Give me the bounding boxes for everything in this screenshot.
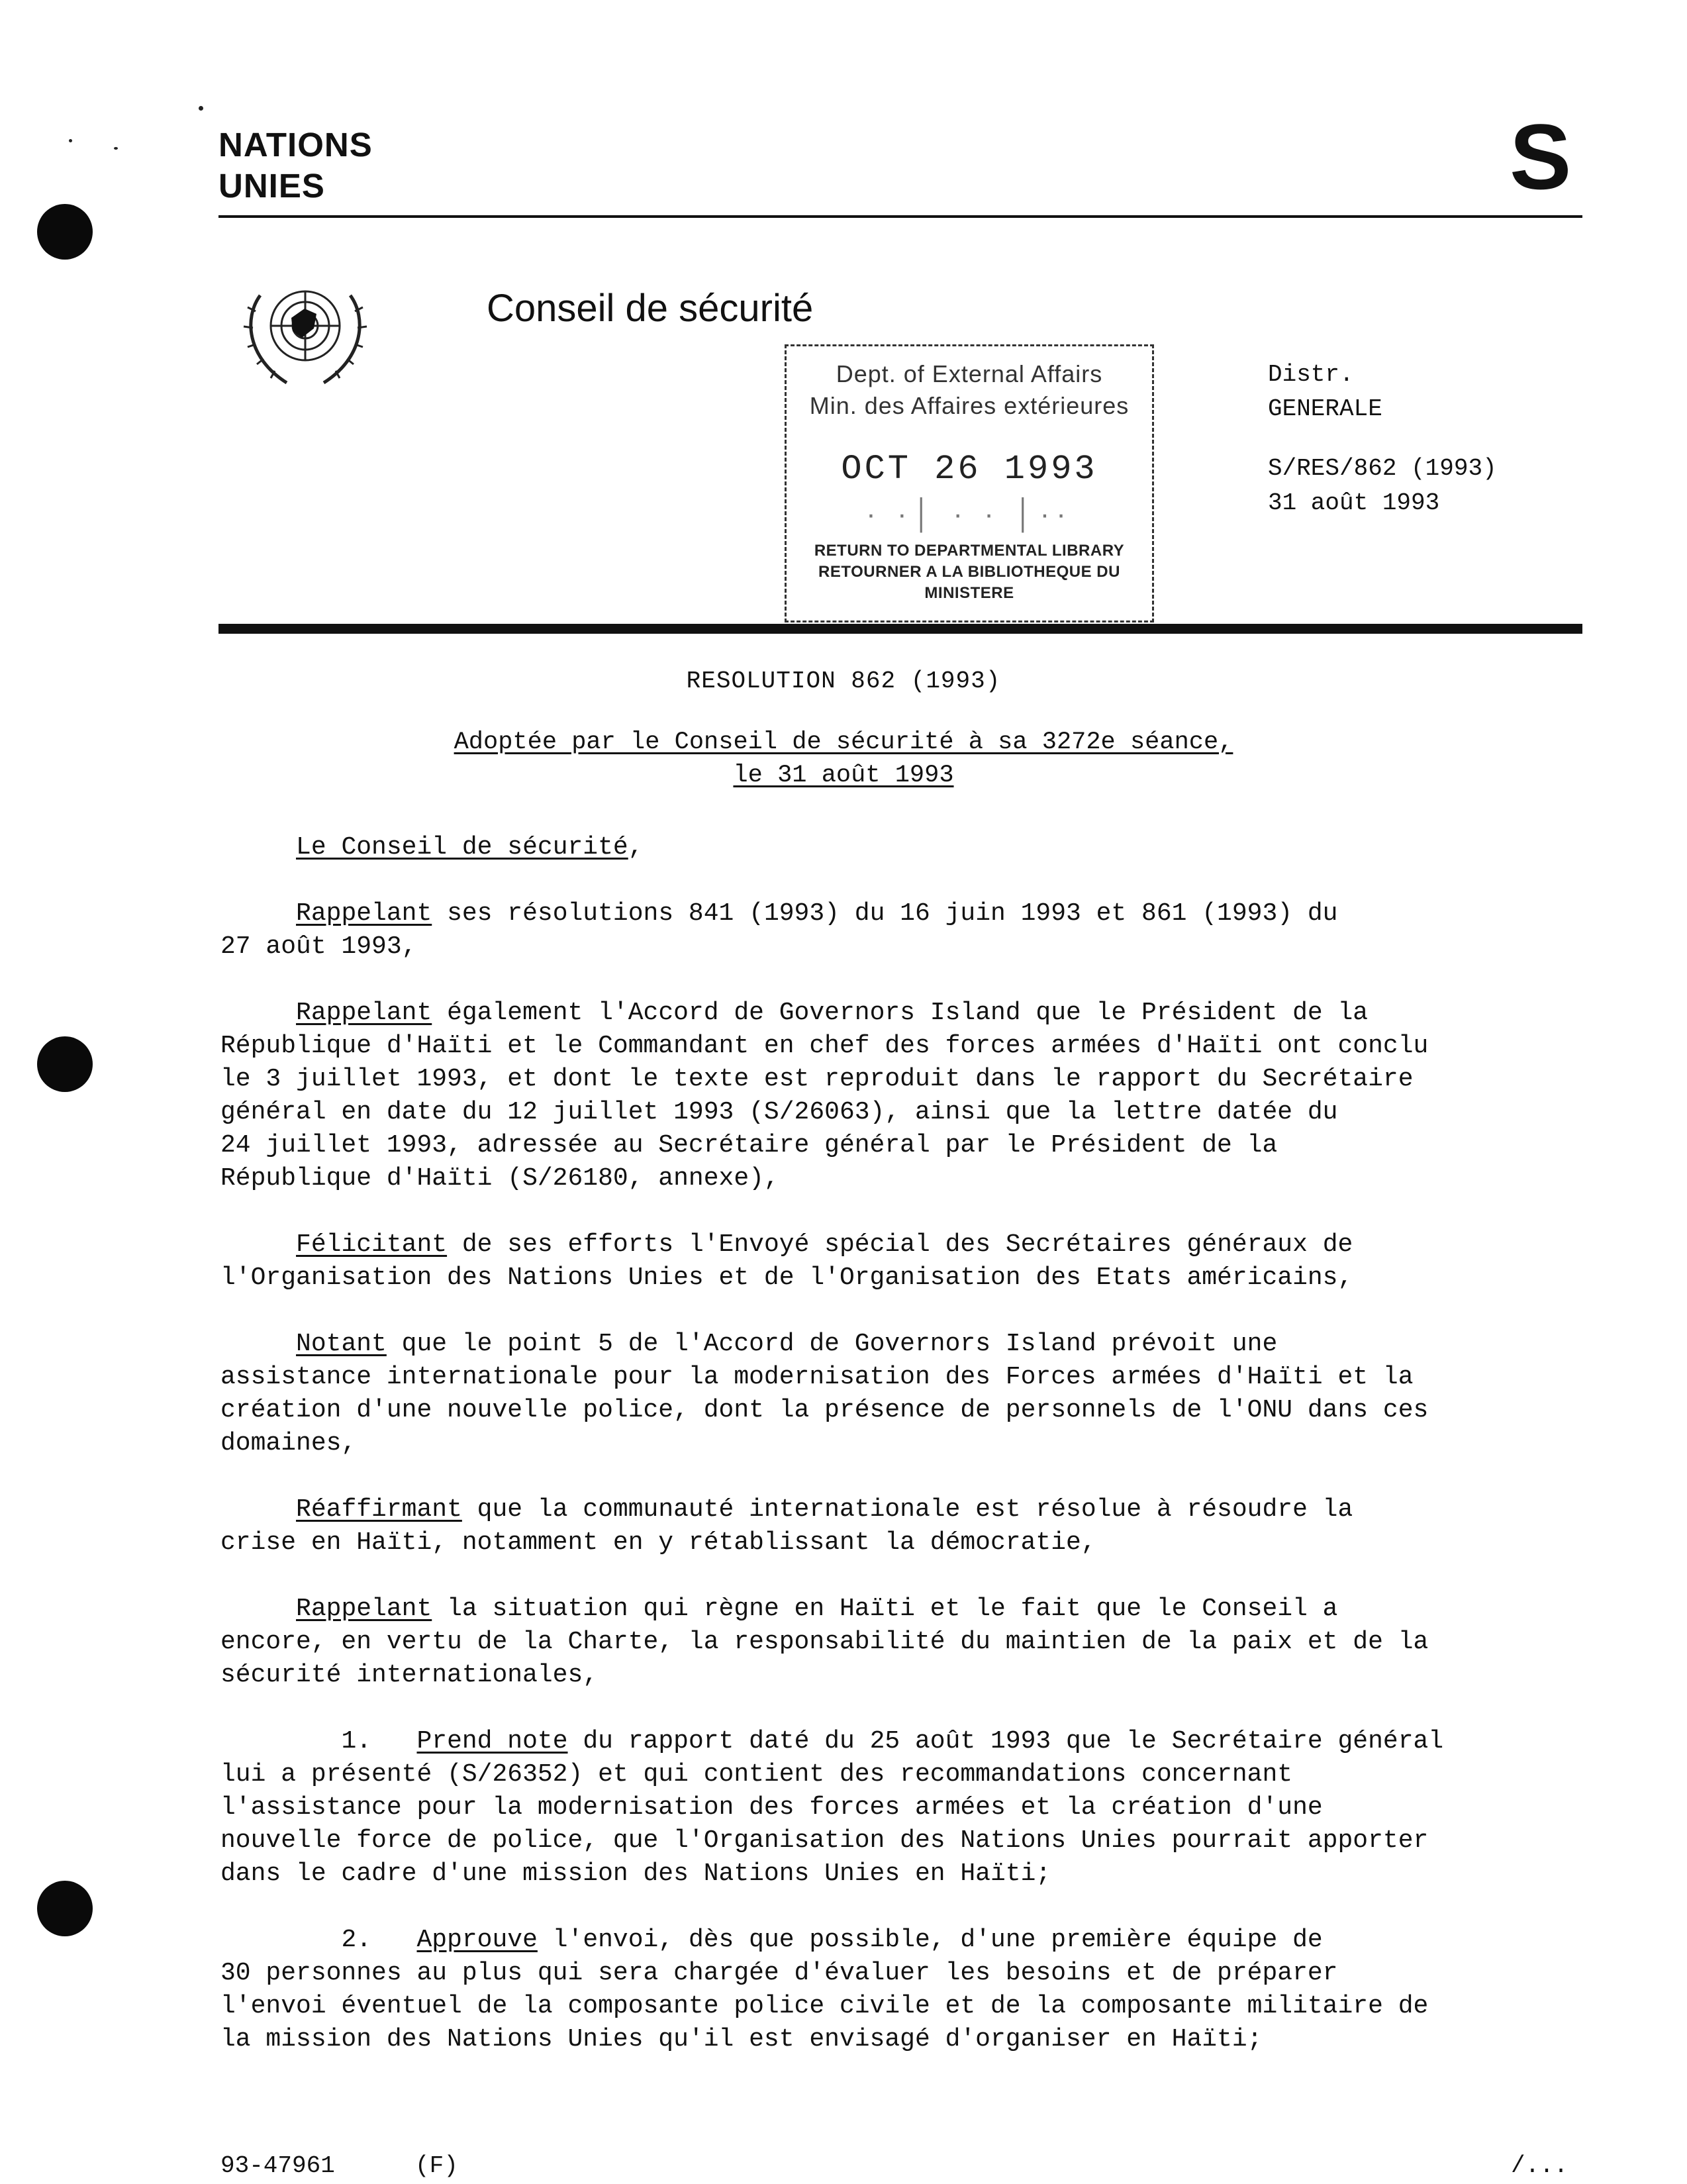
paragraph-number: 1. xyxy=(341,1727,372,1756)
scan-speck xyxy=(114,147,118,150)
paragraph-line: domaines, xyxy=(220,1429,357,1458)
paragraph-line: la situation qui règne en Haïti et le fait que le Conseil a xyxy=(432,1595,1338,1623)
punch-hole-bottom xyxy=(37,1881,93,1936)
paragraph-line: la mission des Nations Unies qu'il est envisagé d'organiser en Haïti; xyxy=(220,2025,1263,2054)
library-stamp xyxy=(785,344,1154,622)
paragraph-lead: Notant xyxy=(296,1330,387,1358)
continuation-mark: /... xyxy=(1511,2152,1568,2179)
paragraph-line: ses résolutions 841 (1993) du 16 juin 1993 et 861 (1993) du xyxy=(432,899,1338,928)
paragraph-line: général en date du 12 juillet 1993 (S/26063), ainsi que la lettre datée du xyxy=(220,1098,1338,1126)
paragraph-line: 27 août 1993, xyxy=(220,932,417,961)
organization-line-2: UNIES xyxy=(218,167,325,205)
paragraph-line: République d'Haïti et le Commandant en chef des forces armées d'Haïti ont conclu xyxy=(220,1032,1429,1060)
stamp-return-2: RETOURNER A LA BIBLIOTHEQUE DU MINISTERE xyxy=(818,563,1120,602)
paragraph-line: l'Organisation des Nations Unies et de l'Organisation des Etats américains, xyxy=(220,1264,1353,1292)
paragraph-line: l'assistance pour la modernisation des forces armées et la création d'une xyxy=(220,1793,1323,1822)
organization-line-1: NATIONS xyxy=(218,126,373,164)
stamp-return-1: RETURN TO DEPARTMENTAL LIBRARY xyxy=(814,542,1125,560)
paragraph-number: 2. xyxy=(341,1926,372,1954)
preambular-paragraph xyxy=(220,897,1584,964)
paragraph-line: que la communauté internationale est résolue à résoudre la xyxy=(461,1495,1353,1524)
preambular-paragraph xyxy=(220,1593,1584,1692)
scan-speck xyxy=(199,106,203,111)
paragraph-line: crise en Haïti, notamment en y rétablissant la démocratie, xyxy=(220,1528,1096,1557)
preambular-paragraph xyxy=(220,1493,1584,1560)
punch-hole-top xyxy=(37,204,93,260)
paragraph-line: que le point 5 de l'Accord de Governors Island prévoit une xyxy=(386,1330,1278,1358)
paragraph-line: le 3 juillet 1993, et dont le texte est reproduit dans le rapport du Secrétaire xyxy=(220,1065,1414,1093)
paragraph-line: dans le cadre d'une mission des Nations Unies en Haïti; xyxy=(220,1860,1051,1888)
paragraph-line: également l'Accord de Governors Island que le Président de la xyxy=(432,999,1369,1027)
document-number: 93-47961 xyxy=(220,2152,335,2179)
paragraph-lead: Rappelant xyxy=(296,1595,432,1623)
punch-hole-middle xyxy=(37,1036,93,1092)
document-symbol: S/RES/862 (1993) xyxy=(1268,455,1497,482)
preambular-paragraph xyxy=(220,997,1584,1195)
paragraph-lead: Rappelant xyxy=(296,899,432,928)
stamp-faded-mark: · ·│ · · │·· xyxy=(866,498,1073,530)
intro-line: Le Conseil de sécurité, xyxy=(296,833,644,862)
paragraph-lead: Approuve xyxy=(416,1926,538,1954)
heading-rule xyxy=(218,624,1582,634)
paragraph-lead: Félicitant xyxy=(296,1230,448,1259)
stamp-date: OCT 26 1993 xyxy=(841,450,1098,489)
paragraph-lead: Rappelant xyxy=(296,999,432,1027)
distribution-label: Distr. xyxy=(1268,361,1354,388)
language-code: (F) xyxy=(415,2152,458,2179)
stamp-line-1: Dept. of External Affairs xyxy=(836,360,1103,387)
resolution-title: RESOLUTION 862 (1993) xyxy=(686,668,1001,695)
paragraph-line: République d'Haïti (S/26180, annexe), xyxy=(220,1164,779,1193)
paragraph-lead: Prend note xyxy=(416,1727,568,1756)
paragraph-line: nouvelle force de police, que l'Organisation des Nations Unies pourrait apporter xyxy=(220,1826,1429,1855)
distribution-value: GENERALE xyxy=(1268,395,1382,422)
un-emblem-icon xyxy=(230,272,380,391)
paragraph-line: 30 personnes au plus qui sera chargée d'évaluer les besoins et de préparer xyxy=(220,1959,1338,1987)
paragraph-line: de ses efforts l'Envoyé spécial des Secrétaires généraux de xyxy=(447,1230,1353,1259)
paragraph-line: assistance internationale pour la modernisation des Forces armées d'Haïti et la xyxy=(220,1363,1414,1391)
paragraph-line: création d'une nouvelle police, dont la présence de personnels de l'ONU dans ces xyxy=(220,1396,1429,1424)
scan-speck xyxy=(69,139,72,142)
intro-text: Le Conseil de sécurité xyxy=(296,833,628,862)
paragraph-line: l'envoi éventuel de la composante police civile et de la composante militaire de xyxy=(220,1992,1429,2020)
paragraph-line: 24 juillet 1993, adressée au Secrétaire général par le Président de la xyxy=(220,1131,1278,1160)
document-date: 31 août 1993 xyxy=(1268,489,1440,517)
organ-name: Conseil de sécurité xyxy=(487,287,814,330)
organization-name xyxy=(218,124,373,207)
preambular-paragraph xyxy=(220,1228,1584,1295)
paragraph-line: du rapport daté du 25 août 1993 que le Secrétaire général xyxy=(567,1727,1444,1756)
paragraph-line: sécurité internationales, xyxy=(220,1661,599,1689)
operative-paragraph xyxy=(220,1924,1584,2056)
adoption-line-2: le 31 août 1993 xyxy=(733,762,954,789)
stamp-line-2: Min. des Affaires extérieures xyxy=(809,392,1130,419)
paragraph-line: lui a présenté (S/26352) et qui contient des recommandations concernant xyxy=(220,1760,1293,1789)
adoption-line-1: Adoptée par le Conseil de sécurité à sa 3272e séance, xyxy=(454,728,1233,756)
paragraph-line: encore, en vertu de la Charte, la responsabilité du maintien de la paix et de la xyxy=(220,1628,1429,1656)
series-symbol: S xyxy=(1510,105,1572,209)
preambular-paragraph xyxy=(220,1328,1584,1460)
operative-paragraph xyxy=(220,1725,1584,1891)
header-rule xyxy=(218,215,1582,218)
paragraph-line: l'envoi, dès que possible, d'une première équipe de xyxy=(537,1926,1323,1954)
paragraph-lead: Réaffirmant xyxy=(296,1495,462,1524)
